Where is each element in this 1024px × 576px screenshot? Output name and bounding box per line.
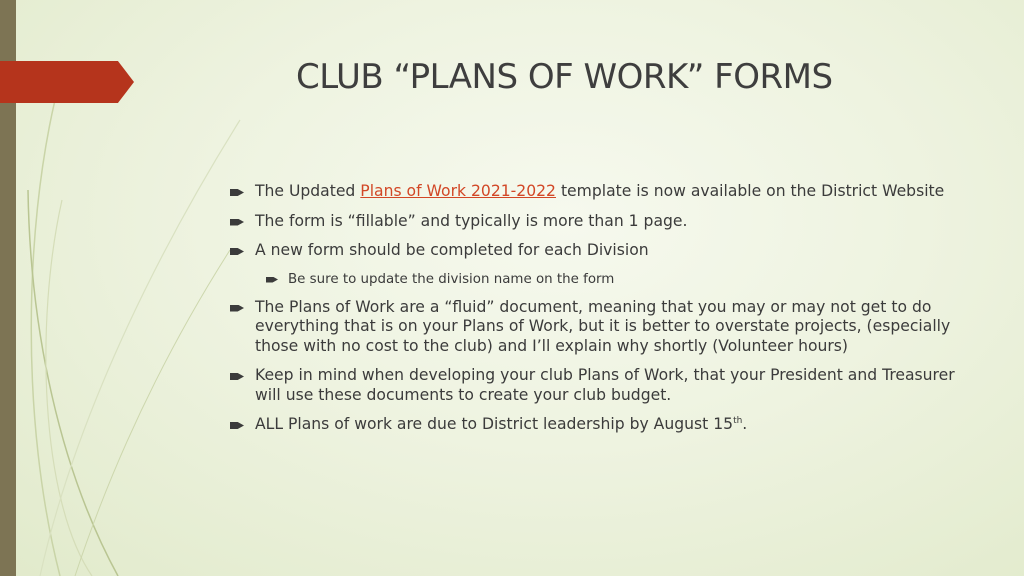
arrow-bullet-icon [266, 277, 278, 283]
bullet-text: . [742, 415, 748, 433]
sub-bullet-item [266, 271, 975, 289]
bullet-item [230, 212, 975, 232]
bullet-item [230, 366, 975, 405]
bullet-item [230, 241, 975, 261]
bullet-text: Keep in mind when developing your club Plans of Work, that your President and Treasurer will use these documents to create your club budget. [255, 366, 955, 404]
bullet-text: The form is “fillable” and typically is more than 1 page. [255, 211, 688, 230]
bullet-item [230, 298, 975, 357]
title-accent-arrow [0, 61, 134, 103]
bullet-text: template is now available on the District Website [555, 182, 945, 200]
ordinal-suffix: th [733, 415, 743, 426]
bullet-item [230, 415, 975, 435]
arrow-bullet-icon [230, 248, 244, 255]
bullet-item [230, 182, 975, 202]
bullet-text: Be sure to update the division name on the form [288, 271, 615, 287]
arrow-bullet-icon [230, 305, 244, 312]
bullet-text: A new form should be completed for each Division [255, 241, 649, 259]
arrow-bullet-icon [230, 422, 244, 429]
arrow-bullet-icon [230, 373, 244, 380]
slide-content [230, 182, 975, 445]
plans-of-work-link[interactable]: Plans of Work 2021-2022 [360, 182, 556, 200]
arrow-bullet-icon [230, 189, 244, 196]
bullet-text: ALL Plans of work are due to District leadership by August 15 [255, 415, 734, 433]
bullet-text: The Updated [255, 182, 361, 200]
slide-title: CLUB “PLANS OF WORK” FORMS [296, 57, 833, 97]
bullet-text: The Plans of Work are a “fluid” document, meaning that you may or may not get to do everything that is on your Plans of Work, but it is better to overstate projects, (especially those with no cost to the club) and I’ll explain why shortly (Volunteer hours) [255, 297, 951, 355]
arrow-bullet-icon [230, 219, 244, 226]
